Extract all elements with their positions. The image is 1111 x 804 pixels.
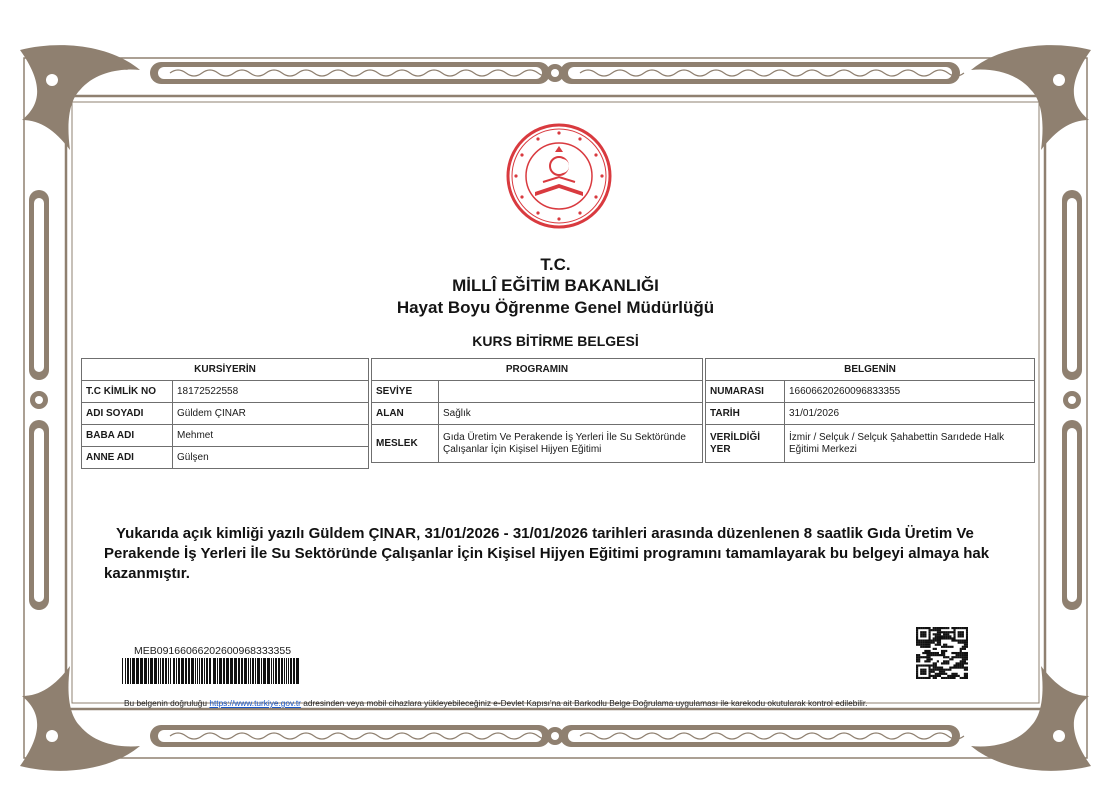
footer-text-after: adresinden veya mobil cihazlara yükleyebileceğiniz e-Devlet Kapısı'na ait Barkodlu Belge Doğrulama uygulaması ile karekodu okutularak kontrol edilebilir.	[300, 698, 868, 708]
table-row	[372, 381, 703, 403]
row-label: TARİH	[706, 403, 785, 425]
table-row	[82, 425, 369, 447]
ministry-seal-icon	[505, 122, 613, 230]
row-label: BABA ADI	[82, 425, 173, 447]
trainee-table	[81, 358, 369, 469]
barcode-number: MEB09166066202600968333355	[134, 645, 292, 657]
program-table-heading: PROGRAMIN	[372, 359, 703, 381]
table-row	[82, 381, 369, 403]
row-label: SEVİYE	[372, 381, 439, 403]
row-label: MESLEK	[372, 425, 439, 463]
row-value: Gıda Üretim Ve Perakende İş Yerleri İle Su Sektöründe Çalışanlar İçin Kişisel Hijyen Eğitimi	[439, 425, 703, 463]
table-row	[706, 425, 1035, 463]
table-row	[706, 381, 1035, 403]
header-tc: T.C.	[540, 255, 571, 274]
row-label: ANNE ADI	[82, 447, 173, 469]
document-title: KURS BİTİRME BELGESİ	[472, 333, 639, 349]
row-label: VERİLDİĞİ YER	[706, 425, 785, 463]
row-label: T.C KİMLİK NO	[82, 381, 173, 403]
table-row	[706, 403, 1035, 425]
row-value: Güldem ÇINAR	[173, 403, 369, 425]
row-value: Sağlık	[439, 403, 703, 425]
row-label: ADI SOYADI	[82, 403, 173, 425]
row-value	[439, 381, 703, 403]
row-value: 31/01/2026	[785, 403, 1035, 425]
ministry-name: MİLLÎ EĞİTİM BAKANLIĞI	[452, 276, 659, 295]
certificate-info-heading: BELGENİN	[706, 359, 1035, 381]
verification-link[interactable]: https://www.turkiye.gov.tr	[209, 698, 301, 708]
row-value: Gülşen	[173, 447, 369, 469]
footer-text-before: Bu belgenin doğruluğu	[124, 698, 210, 708]
program-table	[371, 358, 703, 463]
statement-text: Yukarıda açık kimliği yazılı Güldem ÇINAR, 31/01/2026 - 31/01/2026 tarihleri arasında düzenlenen 8 saatlik Gıda Üretim Ve Perakende İş Yerleri İle Su Sektöründe Çalışanlar İçin Kişisel Hijyen Eğitimi programını tamamlayarak bu belgeyi almaya hak kazanmıştır.	[104, 525, 990, 582]
qr-code-icon	[916, 627, 968, 679]
row-label: ALAN	[372, 403, 439, 425]
row-label: NUMARASI	[706, 381, 785, 403]
certificate-statement	[104, 524, 1004, 584]
row-value: 16606620260096833355	[785, 381, 1035, 403]
trainee-table-heading: KURSİYERİN	[82, 359, 369, 381]
verification-note	[124, 698, 868, 708]
certificate-info-table	[705, 358, 1035, 463]
table-row	[372, 403, 703, 425]
table-row	[372, 425, 703, 463]
row-value: İzmir / Selçuk / Selçuk Şahabettin Sarıdede Halk Eğitimi Merkezi	[785, 425, 1035, 463]
row-value: 18172522558	[173, 381, 369, 403]
table-row	[82, 403, 369, 425]
directorate-name: Hayat Boyu Öğrenme Genel Müdürlüğü	[396, 298, 715, 317]
table-row	[82, 447, 369, 469]
row-value: Mehmet	[173, 425, 369, 447]
barcode-icon	[122, 658, 302, 684]
